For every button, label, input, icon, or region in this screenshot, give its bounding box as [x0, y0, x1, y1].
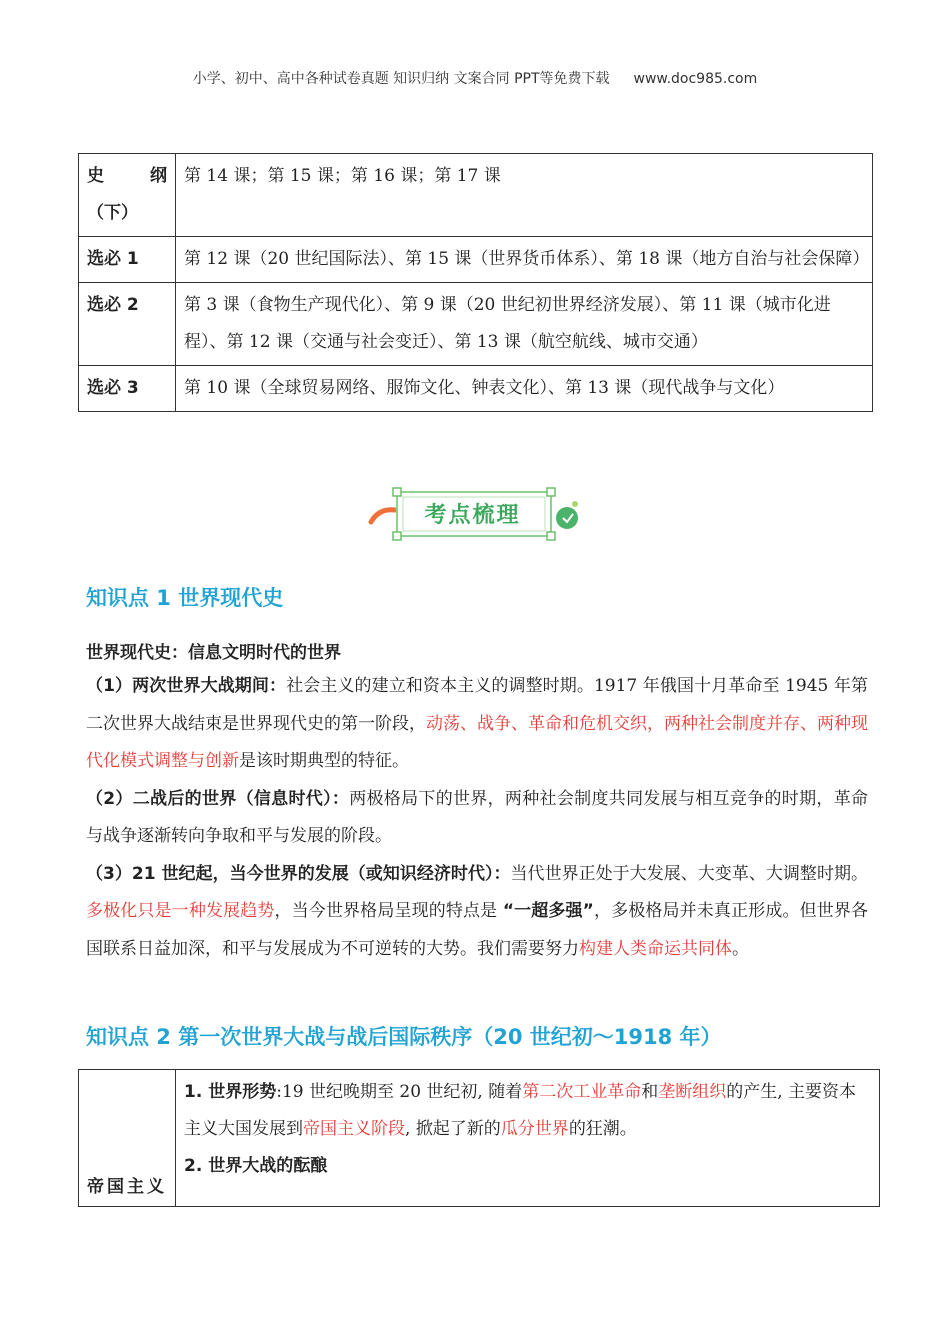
lesson-table	[78, 153, 873, 412]
highlight-text: 第二次工业革命	[522, 1082, 642, 1102]
paragraph-text: ，多极格局并未真正形成。但世界各国联系日益加深，和平与发展成为不可逆转的大势。我们需要努力	[86, 901, 869, 959]
row-key-part: 纲	[150, 166, 167, 186]
section1-body	[86, 668, 868, 968]
row-key: 选必 3	[79, 366, 176, 412]
item-text: 的狂潮。	[568, 1119, 637, 1139]
table-item	[184, 1074, 871, 1148]
row-key: 帝国主义	[79, 1070, 176, 1207]
highlight-text: 帝国主义阶段	[303, 1119, 405, 1139]
item-text: :19 世纪晚期至 20 世纪初, 随着	[276, 1082, 523, 1102]
highlight-text: 动荡、战争、革命和危机交织，两种社会制度并存、两种现代化模式调整与创新	[86, 713, 868, 771]
row-value: 第 14 课；第 15 课；第 16 课；第 17 课	[176, 154, 873, 237]
item-text: 的产生, 主要资本主义大国发展到	[184, 1082, 857, 1139]
paragraph-text: 两极格局下的世界，两种社会制度共同发展与相互竞争的时期，革命与战争逐渐转向争取和平与发展的阶段。	[86, 788, 869, 846]
section2-heading: 知识点 2 第一次世界大战与战后国际秩序（20 世纪初～1918 年）	[86, 1025, 722, 1049]
highlight-text: 多极化只是一种发展趋势	[86, 901, 275, 921]
highlight-text: 构建人类命运共同体	[579, 938, 732, 959]
row-value: 第 10 课（全球贸易网络、服饰文化、钟表文化）、第 13 课（现代战争与文化）	[176, 366, 873, 412]
row-key-part: （下）	[87, 203, 138, 223]
table-row	[79, 366, 873, 412]
imperialism-table	[78, 1069, 880, 1207]
row-key	[79, 154, 176, 237]
paragraph	[86, 856, 868, 969]
highlight-text: 瓜分世界	[500, 1119, 569, 1139]
row-key-part: 史	[87, 166, 104, 186]
table-row	[79, 283, 873, 366]
header-text: 小学、初中、高中各种试卷真题 知识归纳 文案合同 PPT等免费下载	[192, 71, 610, 87]
row-value	[176, 1070, 880, 1207]
row-value: 第 12 课（20 世纪国际法）、第 15 课（世界货币体系）、第 18 课（地方自治与社会保障）	[176, 237, 873, 283]
paragraph-lead: （2）二战后的世界（信息时代）：	[86, 788, 350, 809]
item-lead: 1. 世界形势	[184, 1082, 277, 1102]
item-text: , 掀起了新的	[405, 1119, 501, 1139]
paragraph	[86, 668, 868, 781]
row-value: 第 3 课（食物生产现代化）、第 9 课（20 世纪初世界经济发展）、第 11 课（城市化进程）、第 12 课（交通与社会变迁）、第 13 课（航空航线、城市交通）	[176, 283, 873, 366]
page-header	[0, 68, 950, 88]
section1-heading: 知识点 1 世界现代史	[86, 586, 284, 610]
paragraph-text: 。	[732, 938, 749, 959]
paragraph-text: 是该时期典型的特征。	[239, 751, 409, 771]
header-url[interactable]: www.doc985.com	[633, 71, 758, 87]
paragraph-text: 当代世界正处于大发展、大变革、大调整时期。	[510, 863, 869, 884]
table-row	[79, 154, 873, 237]
section1-subtitle: 世界现代史：信息文明时代的世界	[86, 643, 341, 663]
row-key: 选必 2	[79, 283, 176, 366]
highlight-text: 垄断组织	[658, 1082, 727, 1102]
emphasis-text: “一超多强”	[502, 901, 594, 921]
item-text: 和	[641, 1082, 659, 1102]
paragraph-text: 社会主义的建立和资本主义的调整时期。1917 年俄国十月革命至 1945 年第二次世界大战结束是世界现代史的第一阶段，	[86, 676, 868, 734]
section-banner	[365, 486, 585, 544]
paragraph-lead: （1）两次世界大战期间：	[86, 676, 287, 696]
paragraph-lead: （3）21 世纪起，当今世界的发展（或知识经济时代）：	[86, 863, 511, 884]
table-row	[79, 1070, 880, 1207]
paragraph	[86, 781, 868, 856]
paragraph-text: ，当今世界格局呈现的特点是	[274, 901, 503, 921]
banner-label: 考点梳理	[424, 503, 521, 528]
row-key: 选必 1	[79, 237, 176, 283]
table-row	[79, 237, 873, 283]
table-item: 2. 世界大战的酝酿	[184, 1156, 328, 1176]
